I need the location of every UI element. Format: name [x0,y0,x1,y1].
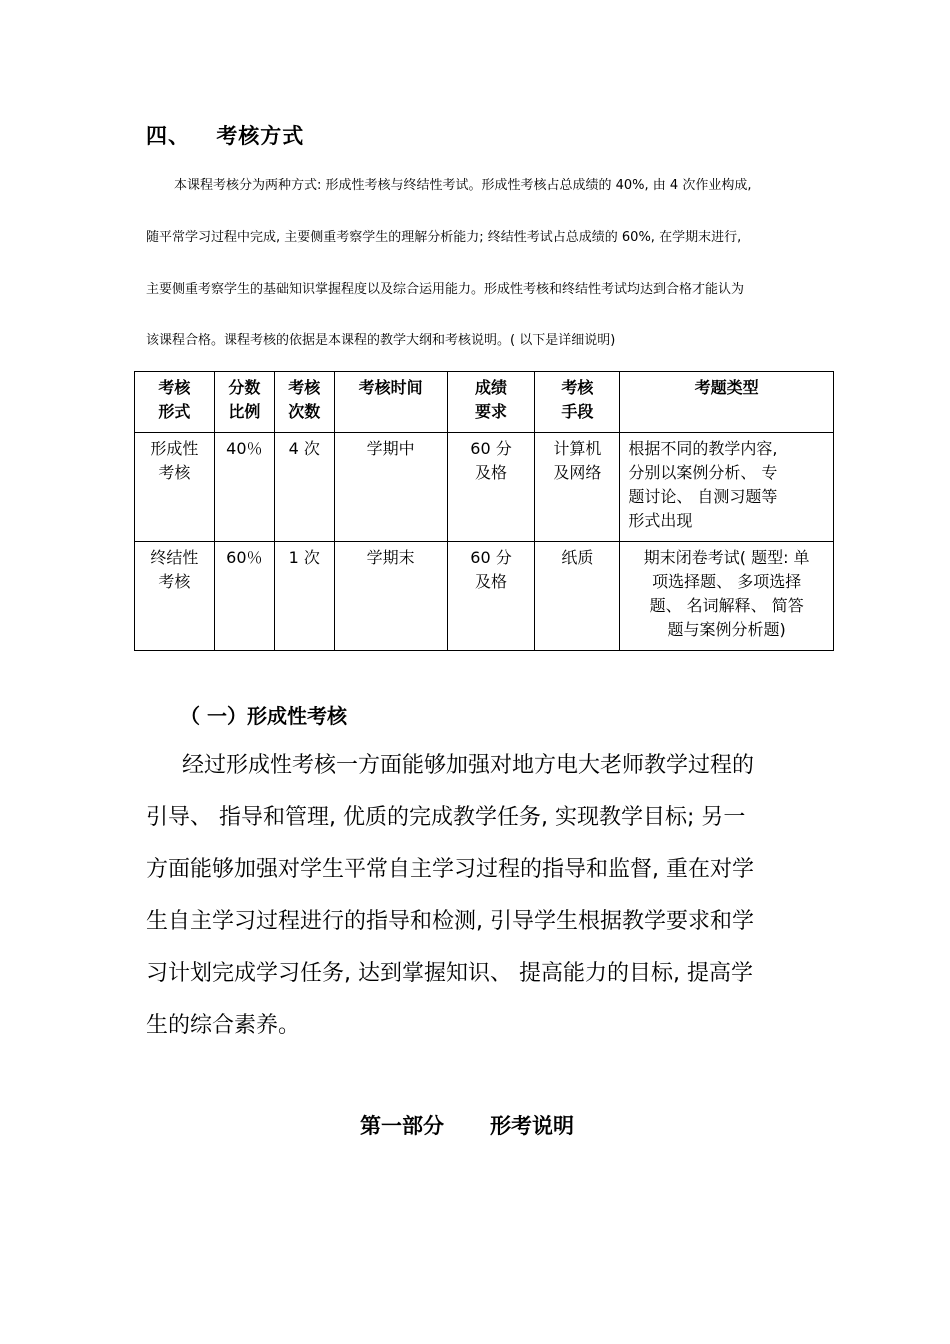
part-heading [360,1110,574,1140]
table-row [135,433,834,542]
table-row [135,542,834,651]
table-cell: 4 次 [274,433,334,542]
table-cell: 计算机 及网络 [535,433,620,542]
header-cell-means: 考核 手段 [535,372,620,433]
section-heading [146,120,304,150]
section-number: 四、 [146,124,190,148]
header-cell-time: 考核时间 [334,372,447,433]
intro-line-1: 本课程考核分为两种方式: 形成性考核与终结性考试。形成性考核占总成绩的 40%, 由 4 次作业构成, [174,178,752,193]
table-cell: 60 分 及格 [447,542,535,651]
table-cell: 根据不同的教学内容, 分别以案例分析、 专 题讨论、 自测习题等 形式出现 [620,433,834,542]
header-cell-ratio: 分数 比例 [214,372,274,433]
body-line: 方面能够加强对学生平常自主学习过程的指导和监督, 重在对学 [146,857,754,882]
header-cell-count: 考核 次数 [274,372,334,433]
table-cell: 纸质 [535,542,620,651]
table-cell: 终结性 考核 [135,542,215,651]
table-header-row [135,372,834,433]
body-line: 经过形成性考核一方面能够加强对地方电大老师教学过程的 [182,753,755,778]
section-title: 考核方式 [216,124,305,148]
intro-line-2: 随平常学习过程中完成, 主要侧重考察学生的理解分析能力; 终结性考试占总成绩的 60%, 在学期末进行, [146,230,742,245]
table-cell: 学期中 [334,433,447,542]
table-cell: 1 次 [274,542,334,651]
body-line: 生自主学习过程进行的指导和检测, 引导学生根据教学要求和学 [146,909,754,934]
subsection-heading: （ 一）形成性考核 [180,704,347,728]
table-cell: 40％ [214,433,274,542]
table-cell: 学期末 [334,542,447,651]
body-line: 引导、 指导和管理, 优质的完成教学任务, 实现教学目标; 另一 [146,805,746,830]
assessment-table [134,371,834,651]
part-label: 第一部分 [360,1114,444,1138]
table-cell: 期末闭卷考试( 题型: 单 项选择题、 多项选择 题、 名词解释、 简答 题与案例分析题) [620,542,834,651]
intro-line-3: 主要侧重考察学生的基础知识掌握程度以及综合运用能力。形成性考核和终结性考试均达到合格才能认为 [146,282,745,297]
body-line: 习计划完成学习任务, 达到掌握知识、 提高能力的目标, 提高学 [146,961,753,986]
part-title: 形考说明 [490,1114,574,1138]
body-paragraph [146,745,806,1057]
intro-line-4: 该课程合格。课程考核的依据是本课程的教学大纲和考核说明。( 以下是详细说明) [146,333,616,348]
header-cell-question-type: 考题类型 [620,372,834,433]
body-line: 生的综合素养。 [146,1013,301,1038]
table-cell: 形成性 考核 [135,433,215,542]
table-cell: 60 分 及格 [447,433,535,542]
header-cell-requirement: 成绩 要求 [447,372,535,433]
table-cell: 60％ [214,542,274,651]
header-cell-form: 考核 形式 [135,372,215,433]
